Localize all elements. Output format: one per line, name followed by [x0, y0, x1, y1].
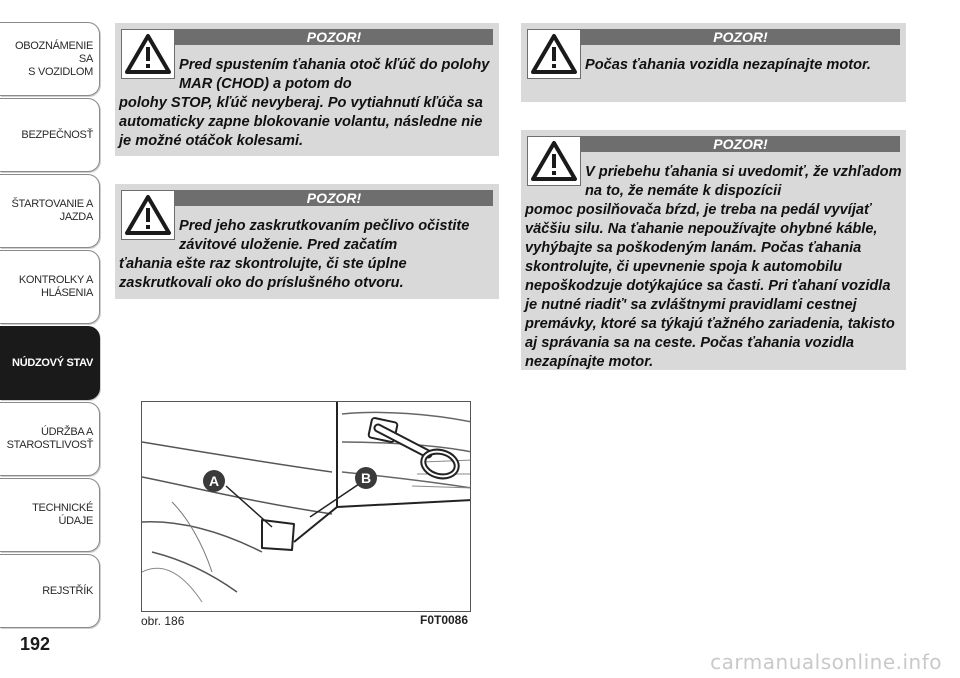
warning-text: [119, 56, 495, 151]
warning-heading: POZOR!: [175, 190, 493, 206]
tab-technicke-udaje[interactable]: TECHNICKÉ ÚDAJE: [0, 478, 100, 552]
warning-lead: Pred spustením ťahania otoč kľúč do polohy MAR (CHOD) a potom do: [179, 57, 490, 92]
callout-b-label: B: [360, 470, 372, 486]
warning-box-1: [115, 23, 499, 156]
page-number: 192: [20, 634, 51, 654]
towing-eye-figure: [141, 401, 471, 612]
warning-body: pomoc posilňovača bŕzd, je treba na pedál vyvíjať väčšiu silu. Na ťahanie nepoužívajte ohybné káble, vyhýbajte sa poškodeným lanám. Počas ťahania skontrolujte, či upevnenie spoja k automobilu nepoškodzuje dotýkajúce sa časti. Pri ťahaní vozidla je nutné riadiť' sa zvláštnymi pravidlami cestnej premávky, ktoré sa týkajú ťažného zariadenia, takisto aj správania sa na ceste. Počas ťahania vozidla nezapínajte motor.: [525, 202, 895, 370]
tab-nudzovy-stav[interactable]: NÚDZOVÝ STAV: [0, 326, 100, 400]
warning-box-4: [521, 130, 906, 370]
warning-heading: POZOR!: [581, 136, 900, 152]
bumper-illustration: [142, 402, 471, 612]
tab-oboznamenie[interactable]: OBOZNÁMENIE SA S VOZIDLOM: [0, 22, 100, 96]
warning-body: polohy STOP, kľúč nevyberaj. Po vytiahnutí kľúča sa automaticky zapne blokovanie volantu, následne nie je možné otáčok kolesami.: [119, 95, 483, 149]
figure-caption: obr. 186: [141, 614, 185, 628]
towing-eye: [420, 448, 459, 480]
tab-udrzba[interactable]: ÚDRŽBA A STAROSTLIVOSŤ: [0, 402, 100, 476]
tab-startovanie[interactable]: ŠTARTOVANIE A JAZDA: [0, 174, 100, 248]
warning-box-2: [115, 184, 499, 299]
warning-lead: Pred jeho zaskrutkovaním pečlivo očistite závitové uloženie. Pred začatím: [179, 218, 470, 253]
tab-rejstrik[interactable]: REJSTŘÍK: [0, 554, 100, 628]
tab-kontrolky[interactable]: KONTROLKY A HLÁSENIA: [0, 250, 100, 324]
warning-lead: V priebehu ťahania si uvedomiť, že vzhľadom na to, že nemáte k dispozícii: [585, 164, 902, 199]
warning-text: [119, 217, 495, 293]
watermark: carmanualsonline.info: [710, 650, 942, 674]
warning-heading: POZOR!: [581, 29, 900, 45]
warning-body: ťahania ešte raz skontrolujte, či ste úplne zaskrutkovali oko do príslušného otvoru.: [119, 256, 407, 291]
warning-text: [525, 163, 903, 372]
warning-text: [525, 56, 903, 75]
callout-a-label: A: [208, 473, 220, 489]
figure-code: F0T0086: [420, 613, 469, 627]
tab-bezpecnost[interactable]: BEZPEČNOSŤ: [0, 98, 100, 172]
warning-box-3: [521, 23, 906, 102]
warning-heading: POZOR!: [175, 29, 493, 45]
warning-lead: Počas ťahania vozidla nezapínajte motor.: [585, 57, 871, 73]
tow-hook-cover: [262, 520, 294, 550]
